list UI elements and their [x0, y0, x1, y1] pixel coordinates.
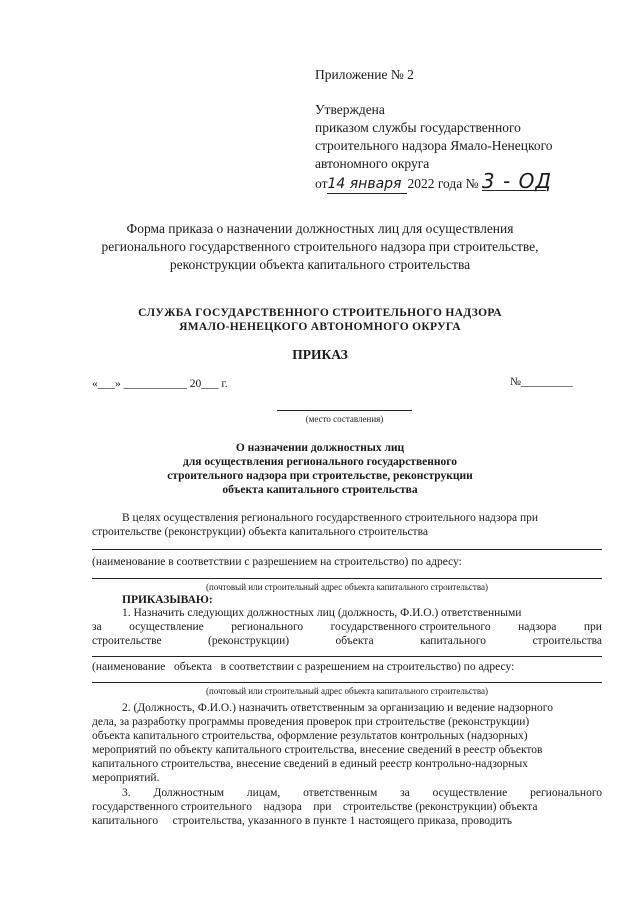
p1-l2 — [92, 620, 602, 634]
p3-l2: государственного строительного надзора при строительстве (реконструкции) объекта — [92, 801, 538, 813]
approval-date-handwritten: 14 января — [327, 176, 407, 194]
approval-date-line — [315, 169, 552, 194]
approval-l1: Утверждена — [315, 102, 385, 117]
subject-l1: О назначении должностных лиц — [235, 442, 405, 454]
name-caption-1: (наименование в соответствии с разрешением на строительство) по адресу: — [92, 556, 462, 568]
p1-l2-w1: за — [92, 621, 102, 633]
p3-l1 — [122, 786, 602, 800]
order-word: ПРИКАЗ — [292, 347, 348, 362]
p1-l3-w5: строительства — [532, 635, 602, 647]
p3-l1-w6: осуществление — [432, 787, 508, 799]
orders-word: ПРИКАЗЫВАЮ: — [122, 594, 213, 606]
approval-l3: строительного надзора Ямало-Ненецкого — [315, 138, 553, 153]
p3-l3: капитального строительства, указанного в пункте 1 настоящего приказа, проводить — [92, 815, 512, 827]
approval-date-prefix: от — [315, 176, 328, 191]
order-date-blank: «___» ___________ 20___ г. — [92, 378, 228, 390]
p1-l3 — [92, 634, 602, 648]
subject-l4: объекта капитального строительства — [222, 484, 418, 496]
p3-l1-w7: регионального — [530, 787, 602, 799]
p1-l2-w4: государственного строительного — [330, 621, 491, 633]
subject-l2: для осуществления регионального государственного — [183, 456, 457, 468]
p1-l2-w5: надзора — [518, 621, 557, 633]
place-line — [277, 410, 412, 411]
p1-l3-w1: строительстве — [92, 635, 162, 647]
p3-l1-w1: 3. — [122, 787, 131, 799]
p1-l2-w6: при — [583, 621, 602, 633]
p3-l1-w3: лицам, — [246, 787, 281, 799]
intro-l2: строительстве (реконструкции) объекта капитального строительства — [92, 526, 428, 538]
approval-l2: приказом службы государственного — [315, 120, 521, 135]
address-caption-2: (почтовый или строительный адрес объекта капитального строительства) — [206, 686, 488, 696]
p2-l2: дела, за разработку программы проведения проверок при строительстве (реконструкции) — [92, 716, 530, 728]
p2-l6: мероприятий. — [92, 772, 160, 784]
form-title-l1: Форма приказа о назначении должностных лиц для осуществления — [126, 221, 514, 236]
object-name-line-1 — [92, 549, 602, 550]
p1-l3-w4: капитального — [419, 635, 487, 647]
p2-l5: капитального строительства, внесение сведений в единый реестр контрольно-надзорных — [92, 758, 528, 770]
org-name-l2: ЯМАЛО-НЕНЕЦКОГО АВТОНОМНОГО ОКРУГА — [179, 321, 461, 333]
object-name-line-2 — [92, 656, 602, 657]
p1-l2-w3: регионального — [231, 621, 304, 633]
address-caption-1: (почтовый или строительный адрес объекта капитального строительства) — [206, 582, 488, 592]
form-title-l3: реконструкции объекта капитального строительства — [169, 257, 471, 272]
approval-number-handwritten: 3 - ОД — [481, 169, 552, 193]
approval-date-year: 2022 года № — [407, 176, 479, 191]
appendix-label: Приложение № 2 — [315, 67, 414, 82]
approval-l4: автономного округа — [315, 156, 430, 171]
p3-l1-w2: Должностным — [153, 787, 225, 799]
form-title-l2: регионального государственного строительного надзора при строительстве, — [101, 239, 539, 254]
place-caption: (место составления) — [305, 414, 384, 424]
order-number-blank: №_________ — [510, 376, 573, 388]
p1-l1: 1. Назначить следующих должностных лиц (должность, Ф.И.О.) ответственными — [122, 607, 522, 619]
p1-l2-w2: осуществление — [129, 621, 204, 633]
p2-l1: 2. (Должность, Ф.И.О.) назначить ответственным за организацию и ведение надзорного — [122, 702, 553, 714]
p2-l3: объекта капитального строительства, оформление результатов контрольных (надзорных) — [92, 730, 528, 742]
p1-l3-w2: (реконструкции) — [208, 635, 290, 647]
address-line-1 — [92, 578, 602, 579]
address-line-2 — [92, 682, 602, 683]
p3-l1-w5: за — [400, 787, 410, 799]
subject-l3: строительного надзора при строительстве, реконструкции — [167, 470, 473, 482]
p3-l1-w4: ответственным — [303, 787, 378, 799]
intro-l1: В целях осуществления регионального государственного строительного надзора при — [122, 512, 539, 524]
p1-l3-w3: объекта — [335, 635, 374, 647]
p2-l4: мероприятий по объекту капитального строительства, внесение сведений в реестр объектов — [92, 744, 543, 756]
org-name-l1: СЛУЖБА ГОСУДАРСТВЕННОГО СТРОИТЕЛЬНОГО НАДЗОРА — [138, 307, 502, 319]
name-caption-2: (наименование объекта в соответствии с разрешением на строительство) по адресу: — [92, 661, 515, 673]
